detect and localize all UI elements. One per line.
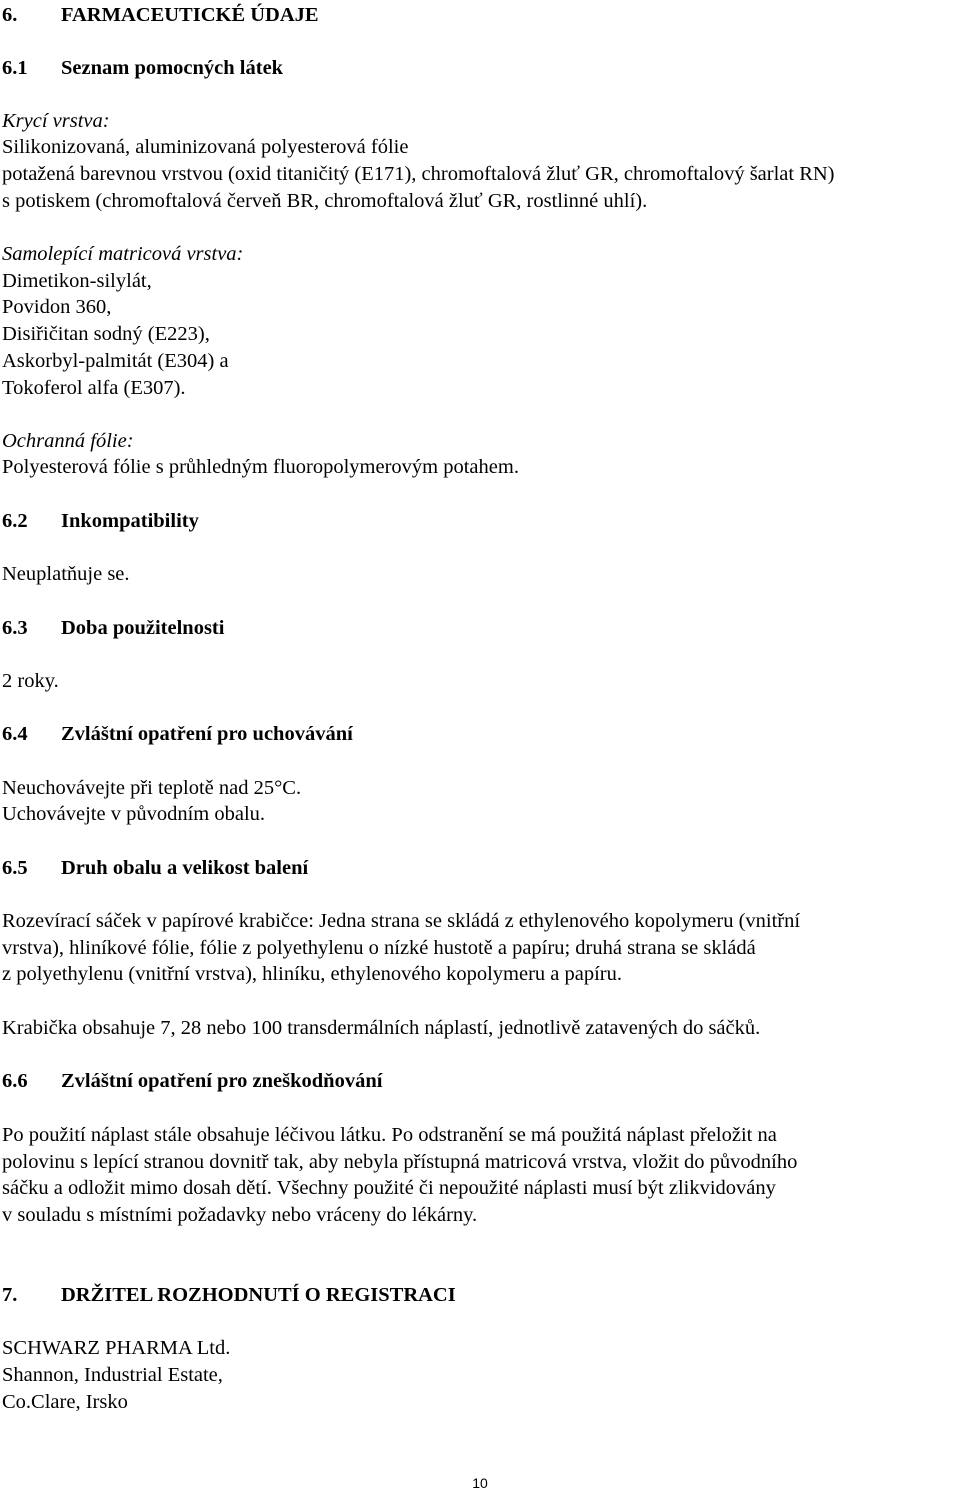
section-number: 7. — [2, 1284, 18, 1306]
covering-layer-line: Silikonizovaná, aluminizovaná polyesterová fólie — [2, 136, 409, 158]
storage-line: Neuchovávejte při teplotě nad 25°C. — [2, 777, 302, 799]
subsection-number: 6.2 — [2, 510, 28, 532]
protective-foil-line: Polyesterová fólie s průhledným fluoropolymerovým potahem. — [2, 456, 519, 478]
subsection-number: 6.3 — [2, 617, 28, 639]
protective-foil-label: Ochranná fólie: — [2, 430, 134, 452]
storage-line: Uchovávejte v původním obalu. — [2, 803, 266, 825]
subsection-6-2-heading — [2, 508, 199, 535]
container-paragraph-line: Rozevírací sáček v papírové krabičce: Jedna strana se skládá z ethylenového kopolymeru (vnitřní — [2, 910, 801, 932]
matrix-layer-line: Disiřičitan sodný (E223), — [2, 323, 210, 345]
disposal-line: v souladu s místními požadavky nebo vráceny do lékárny. — [2, 1204, 478, 1226]
container-paragraph-line: vrstva), hliníkové fólie, fólie z polyethylenu o nízké hustotě a papíru; druhá strana se skládá — [2, 937, 756, 959]
subsection-title: Inkompatibility — [61, 510, 199, 532]
subsection-6-1-heading — [2, 55, 283, 82]
subsection-title: Druh obalu a velikost balení — [61, 857, 309, 879]
section-title: DRŽITEL ROZHODNUTÍ O REGISTRACI — [61, 1284, 456, 1306]
section-6-heading — [2, 2, 319, 29]
disposal-line: polovinu s lepící stranou dovnitř tak, aby nebyla přístupná matricová vrstva, vložit do původního — [2, 1151, 798, 1173]
section-7-heading — [2, 1282, 456, 1309]
disposal-line: sáčku a odložit mimo dosah dětí. Všechny použité či nepoužité náplasti musí být zlikvidovány — [2, 1177, 776, 1199]
subsection-6-3-heading — [2, 615, 224, 642]
matrix-layer-label: Samolepící matricová vrstva: — [2, 243, 244, 265]
covering-layer-label: Krycí vrstva: — [2, 110, 110, 132]
subsection-title: Doba použitelnosti — [61, 617, 225, 639]
holder-address-line: Co.Clare, Irsko — [2, 1391, 128, 1413]
subsection-6-5-heading — [2, 855, 308, 882]
matrix-layer-line: Dimetikon-silylát, — [2, 270, 152, 292]
subsection-number: 6.4 — [2, 723, 28, 745]
matrix-layer-line: Tokoferol alfa (E307). — [2, 377, 186, 399]
subsection-number: 6.1 — [2, 57, 28, 79]
subsection-6-6-heading — [2, 1068, 382, 1095]
holder-address-line: SCHWARZ PHARMA Ltd. — [2, 1337, 231, 1359]
shelf-life-text: 2 roky. — [2, 670, 59, 692]
pack-size-text: Krabička obsahuje 7, 28 nebo 100 transdermálních náplastí, jednotlivě zatavených do sáčků. — [2, 1017, 761, 1039]
page-number: 10 — [472, 1475, 488, 1491]
covering-layer-line: s potiskem (chromoftalová červeň BR, chromoftalová žluť GR, rostlinné uhlí). — [2, 190, 648, 212]
subsection-title: Zvláštní opatření pro zneškodňování — [61, 1070, 383, 1092]
container-paragraph-line: z polyethylenu (vnitřní vrstva), hliníku, ethylenového kopolymeru a papíru. — [2, 963, 622, 985]
holder-address-line: Shannon, Industrial Estate, — [2, 1364, 223, 1386]
disposal-line: Po použití náplast stále obsahuje léčivou látku. Po odstranění se má použitá náplast přeložit na — [2, 1124, 777, 1146]
subsection-number: 6.6 — [2, 1070, 28, 1092]
section-number: 6. — [2, 4, 18, 26]
matrix-layer-line: Povidon 360, — [2, 296, 112, 318]
subsection-title: Seznam pomocných látek — [61, 57, 284, 79]
subsection-number: 6.5 — [2, 857, 28, 879]
incompatibility-text: Neuplatňuje se. — [2, 563, 130, 585]
section-title: FARMACEUTICKÉ ÚDAJE — [61, 4, 319, 26]
subsection-title: Zvláštní opatření pro uchovávání — [61, 723, 353, 745]
subsection-6-4-heading — [2, 721, 353, 748]
matrix-layer-line: Askorbyl-palmitát (E304) a — [2, 350, 229, 372]
covering-layer-line: potažená barevnou vrstvou (oxid titaničitý (E171), chromoftalová žluť GR, chromoftalový šarlat RN) — [2, 163, 835, 185]
